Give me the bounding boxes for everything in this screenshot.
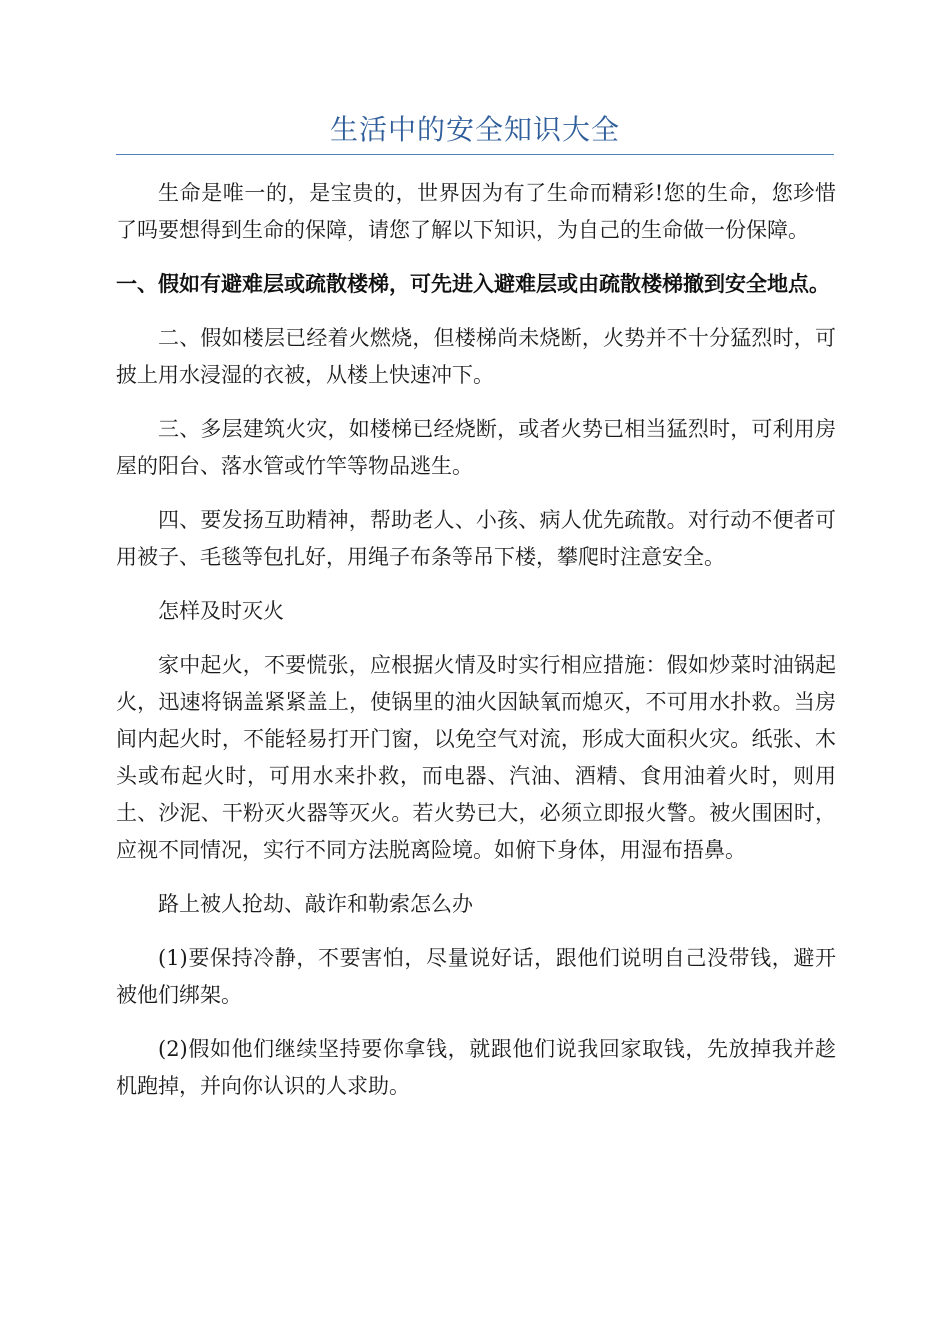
document-body — [116, 175, 836, 1122]
paragraph-2: 二、假如楼层已经着火燃烧，但楼梯尚未烧断，火势并不十分猛烈时，可披上用水浸湿的衣被，从楼上快速冲下。 — [116, 326, 836, 387]
title-underline — [116, 154, 834, 155]
section-heading-fire: 怎样及时灭火 — [158, 599, 284, 623]
section-heading-robbery: 路上被人抢劫、敲诈和勒索怎么办 — [158, 892, 473, 916]
intro-paragraph: 生命是唯一的，是宝贵的，世界因为有了生命而精彩!您的生命，您珍惜了吗要想得到生命的保障，请您了解以下知识，为自己的生命做一份保障。 — [116, 181, 836, 242]
paragraph-fire: 家中起火，不要慌张，应根据火情及时实行相应措施：假如炒菜时油锅起火，迅速将锅盖紧紧盖上，使锅里的油火因缺氧而熄灭，不可用水扑救。当房间内起火时，不能轻易打开门窗，以免空气对流，形成大面积火灾。纸张、木头或布起火时，可用水来扑救，而电器、汽油、酒精、食用油着火时，则用土、沙泥、干粉灭火器等灭火。若火势已大，必须立即报火警。被火围困时，应视不同情况，实行不同方法脱离险境。如俯下身体，用湿布捂鼻。 — [116, 653, 836, 862]
bold-heading-paragraph: 一、假如有避难层或疏散楼梯，可先进入避难层或由疏散楼梯撤到安全地点。 — [116, 272, 830, 296]
document-title: 生活中的安全知识大全 — [329, 113, 620, 146]
paragraph-robbery-2: (2)假如他们继续坚持要你拿钱，就跟他们说我回家取钱，先放掉我并趁机跑掉，并向你认识的人求助。 — [116, 1037, 836, 1098]
paragraph-robbery-1: (1)要保持冷静，不要害怕，尽量说好话，跟他们说明自己没带钱，避开被他们绑架。 — [116, 946, 836, 1007]
paragraph-3: 三、多层建筑火灾，如楼梯已经烧断，或者火势已相当猛烈时，可利用房屋的阳台、落水管或竹竿等物品逃生。 — [116, 417, 836, 478]
paragraph-4: 四、要发扬互助精神，帮助老人、小孩、病人优先疏散。对行动不便者可用被子、毛毯等包扎好，用绳子布条等吊下楼，攀爬时注意安全。 — [116, 508, 836, 569]
